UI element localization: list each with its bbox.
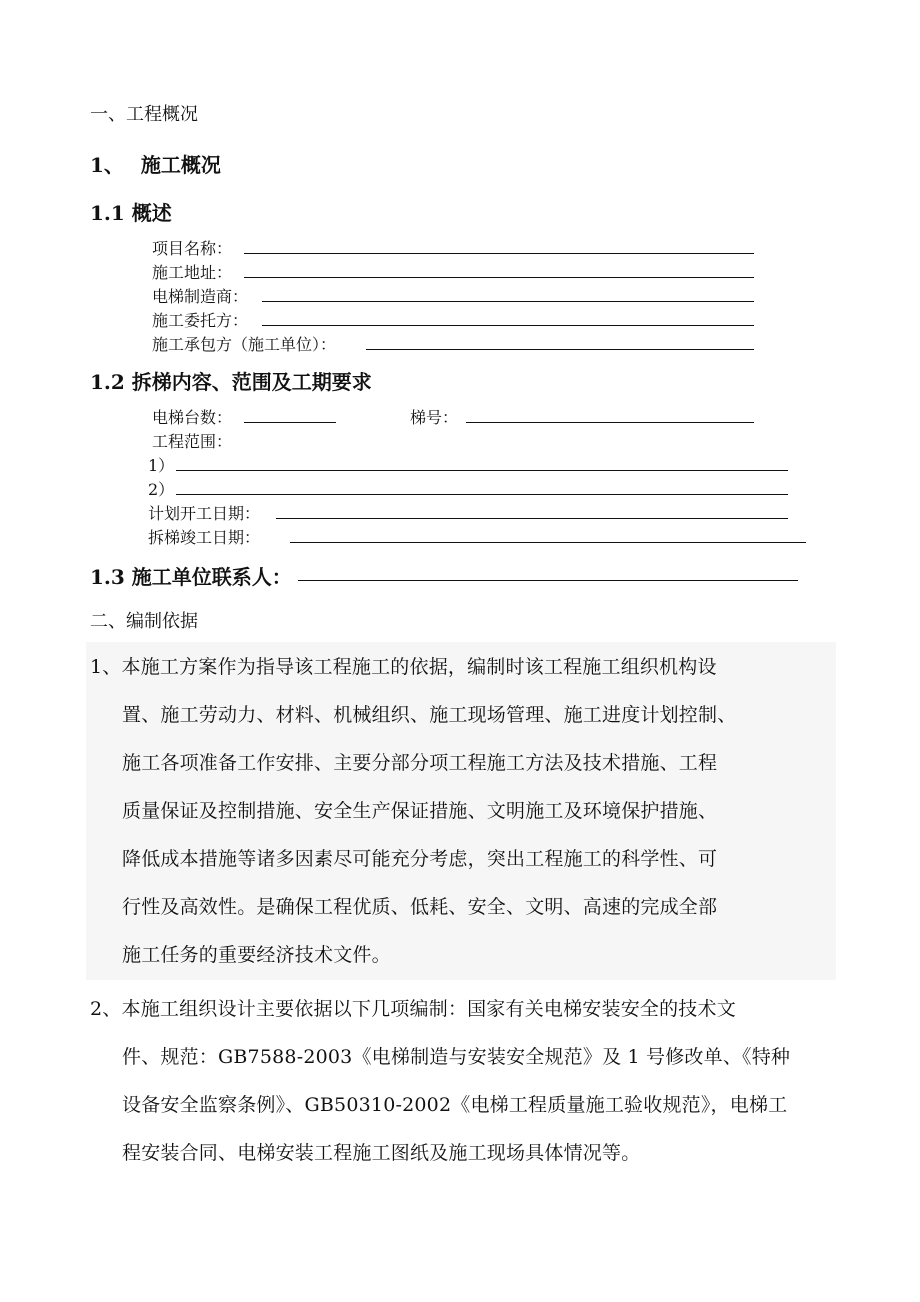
blank-line-elevator-count — [244, 422, 336, 423]
paragraph-line: 2、本施工组织设计主要依据以下几项编制：国家有关电梯安装安全的技术文 — [90, 998, 736, 1020]
paragraph-line: 质量保证及控制措施、安全生产保证措施、文明施工及环境保护措施、 — [122, 800, 718, 822]
blank-line-address — [244, 277, 754, 278]
blank-line-client — [262, 325, 754, 326]
blank-line-project-name — [244, 253, 754, 254]
field-label-scope: 工程范围： — [152, 432, 233, 451]
paragraph-line: 件、规范：GB7588-2003《电梯制造与安装安全规范》及 1 号修改单、《特种 — [122, 1046, 791, 1068]
section-title-basis: 二、编制依据 — [90, 611, 198, 632]
blank-line-elevator-number — [466, 422, 754, 423]
field-label-elevator-number: 梯号： — [410, 408, 459, 427]
paragraph-line: 降低成本措施等诸多因素尽可能充分考虑，突出工程施工的科学性、可 — [122, 848, 718, 870]
field-label-project-name: 项目名称： — [152, 239, 233, 258]
paragraph-basis-2 — [86, 986, 836, 1176]
paragraph-line: 施工任务的重要经济技术文件。 — [122, 944, 391, 966]
field-label-start-date: 计划开工日期： — [148, 504, 261, 523]
blank-line-contractor — [366, 349, 754, 350]
field-label-client: 施工委托方： — [152, 311, 249, 330]
field-label-finish-date: 拆梯竣工日期： — [148, 528, 261, 547]
blank-line-scope-2 — [176, 494, 788, 495]
paragraph-basis-1 — [86, 642, 836, 980]
field-label-manufacturer: 电梯制造商： — [152, 287, 249, 306]
subsection-dismantle-scope: 1.2 拆梯内容、范围及工期要求 — [90, 370, 372, 394]
blank-line-contact-person — [298, 580, 798, 581]
field-label-contractor: 施工承包方（施工单位）： — [152, 335, 337, 354]
paragraph-line: 置、施工劳动力、材料、机械组织、施工现场管理、施工进度计划控制、 — [122, 704, 737, 726]
paragraph-line: 1、本施工方案作为指导该工程施工的依据，编制时该工程施工组织机构设 — [90, 656, 717, 678]
subsection-summary: 1.1 概述 — [90, 201, 172, 225]
field-label-scope-1: 1） — [148, 456, 175, 475]
field-label-elevator-count: 电梯台数： — [152, 408, 233, 427]
paragraph-line: 设备安全监察条例》、GB50310-2002《电梯工程质量施工验收规范》，电梯工 — [122, 1094, 788, 1116]
paragraph-line: 行性及高效性。是确保工程优质、低耗、安全、文明、高速的完成全部 — [122, 896, 718, 918]
paragraph-line: 程安装合同、电梯安装工程施工图纸及施工现场具体情况等。 — [122, 1142, 641, 1164]
blank-line-finish-date — [290, 542, 806, 543]
section-title-overview: 一、工程概况 — [90, 104, 198, 125]
paragraph-line: 施工各项准备工作安排、主要分部分项工程施工方法及技术措施、工程 — [122, 752, 718, 774]
blank-line-manufacturer — [262, 301, 754, 302]
subsection-construction-overview: 1、 施工概况 — [90, 153, 221, 177]
field-label-address: 施工地址： — [152, 263, 233, 282]
subsection-contact-person: 1.3 施工单位联系人： — [90, 565, 292, 589]
blank-line-start-date — [276, 518, 788, 519]
field-label-scope-2: 2） — [148, 480, 175, 499]
blank-line-scope-1 — [176, 470, 788, 471]
